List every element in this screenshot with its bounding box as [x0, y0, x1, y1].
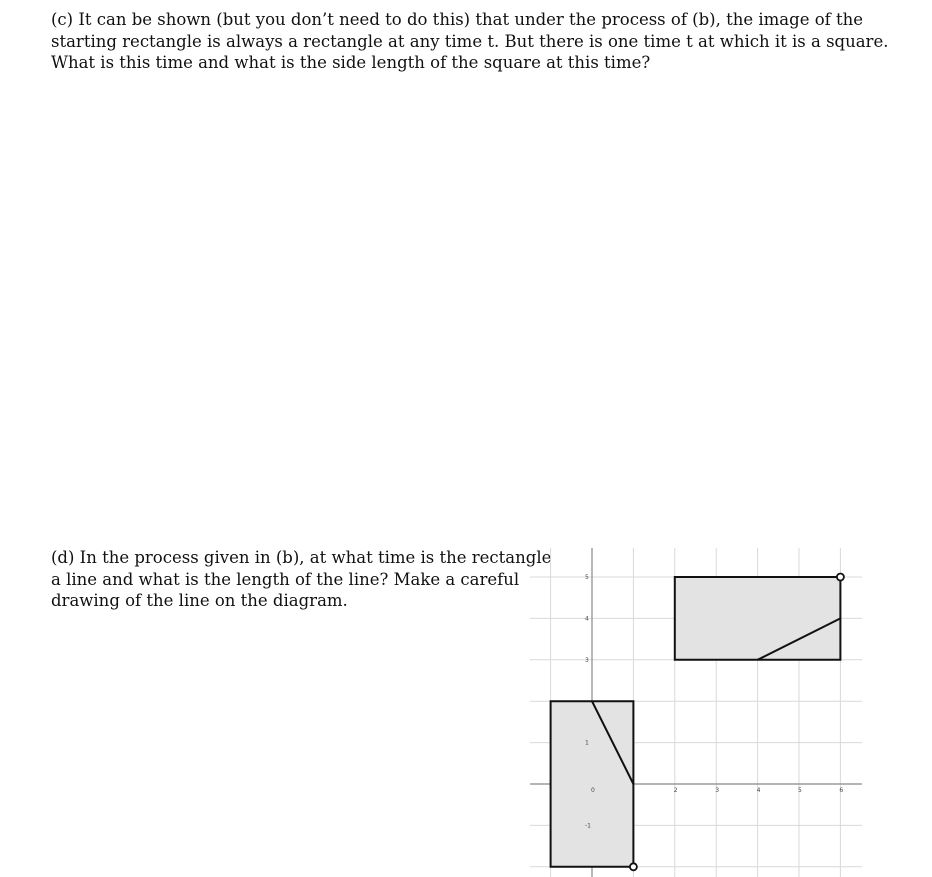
- grid-canvas: [530, 548, 862, 877]
- part-c-line-3: What is this time and what is the side length of the square at this time?: [51, 53, 651, 72]
- part-c-line-1: (c) It can be shown (but you don’t need to do this) that under the process of (b), the image of the: [51, 10, 864, 29]
- part-c-line-2: starting rectangle is always a rectangle at any time t. But there is one time t at which it is a square.: [51, 31, 889, 51]
- y-tick-label: -1: [585, 822, 591, 830]
- upper-corner-point[interactable]: [837, 574, 844, 581]
- y-tick-label: 1: [585, 739, 589, 747]
- x-tick-label: 5: [798, 787, 802, 794]
- x-tick-label: 2: [673, 787, 678, 794]
- coordinate-grid-diagram: [530, 548, 862, 877]
- question-part-c: [51, 9, 889, 74]
- x-tick-label: 6: [839, 787, 844, 794]
- x-tick-label: 3: [715, 787, 720, 794]
- lower-corner-point[interactable]: [630, 863, 637, 870]
- x-tick-label: 0: [591, 787, 595, 794]
- y-tick-label: 4: [585, 615, 589, 623]
- lower-rectangle: [551, 701, 634, 867]
- part-d-line-1: (d) In the process given in (b), at what time is the rectangle: [51, 548, 552, 567]
- part-d-line-2: a line and what is the length of the line? Make a careful: [51, 569, 520, 589]
- question-part-d: [51, 547, 552, 612]
- y-tick-label: 5: [585, 574, 589, 581]
- x-tick-label: 4: [756, 787, 761, 794]
- part-d-line-3: drawing of the line on the diagram.: [51, 591, 348, 610]
- upper-rectangle: [675, 577, 841, 660]
- y-tick-label: 3: [585, 656, 589, 664]
